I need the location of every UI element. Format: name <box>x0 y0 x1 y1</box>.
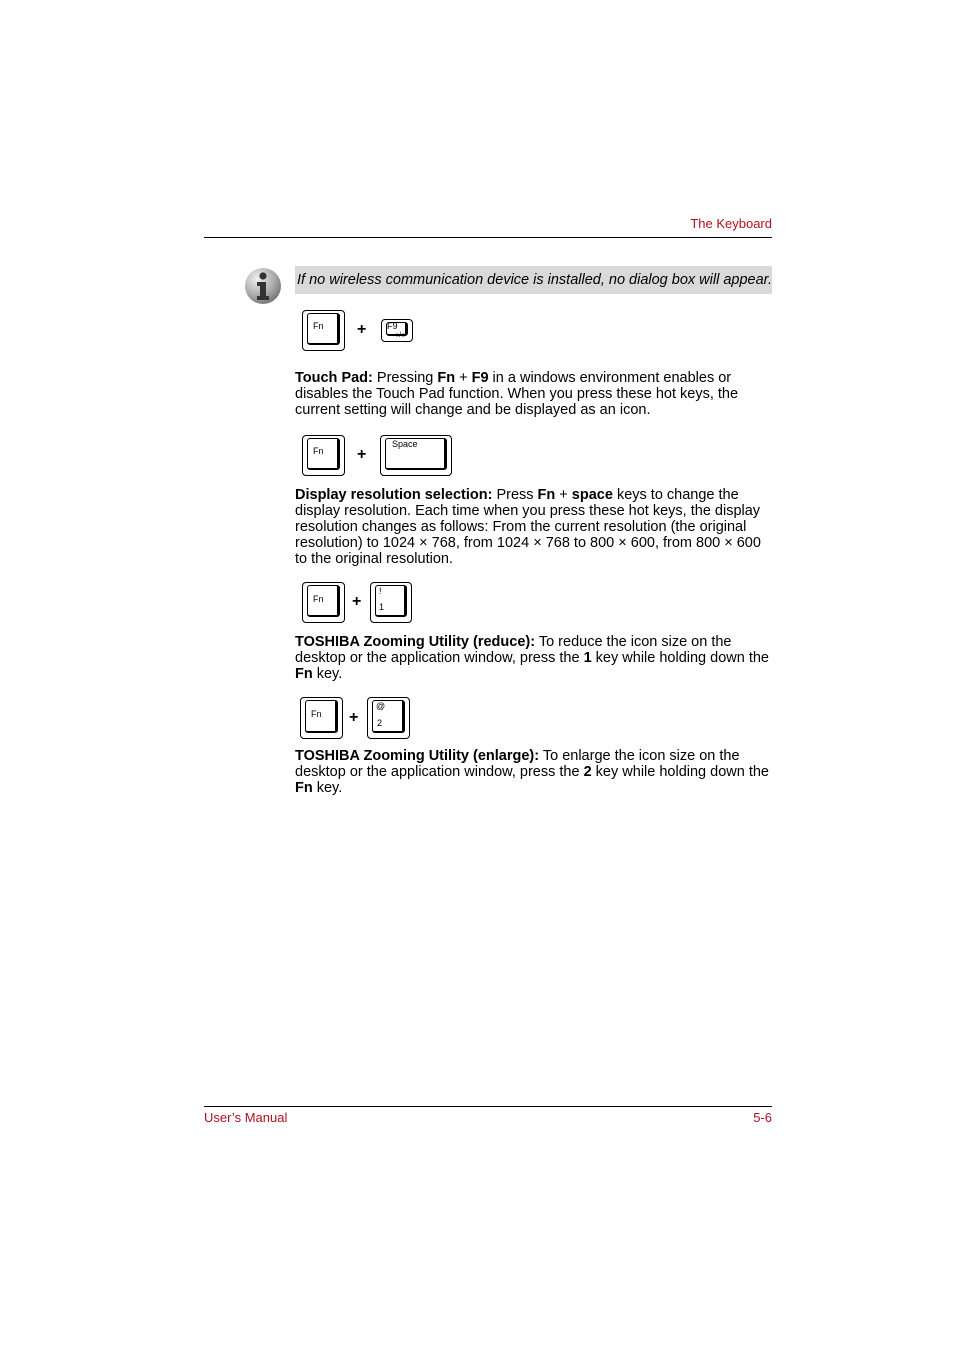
header-rule <box>204 237 772 238</box>
note-box: If no wireless communication device is installed, no dialog box will appear. <box>295 266 772 294</box>
touchpad-toggle-icon: ○/● <box>395 332 406 339</box>
touchpad-paragraph: Touch Pad: Pressing Fn + F9 in a windows environment enables or disables the Touch Pad function. When you press these hot keys, the current setting will change and be displayed as an icon. <box>295 370 739 418</box>
two-key-top-label: @ <box>376 701 386 711</box>
one-key-top-label: ! <box>379 586 382 596</box>
fn-key-label: Fn <box>313 594 324 604</box>
one-key <box>370 582 412 623</box>
one-key-bottom-label: 1 <box>379 602 385 612</box>
page-number: 5-6 <box>753 1110 772 1125</box>
plus-sign: + <box>357 446 367 463</box>
space-key-label: Space <box>392 439 418 449</box>
zoom-enlarge-paragraph: TOSHIBA Zooming Utility (enlarge): To enlarge the icon size on the desktop or the application window, press the 2 key while holding down the Fn key. <box>295 748 769 796</box>
two-key <box>367 697 410 739</box>
plus-sign: + <box>352 593 362 610</box>
fn-key-label: Fn <box>313 321 324 331</box>
touchpad-term: Touch Pad: <box>295 370 373 386</box>
plus-sign: + <box>349 709 359 726</box>
footer-rule <box>204 1106 772 1107</box>
two-key-bottom-label: 2 <box>377 718 383 728</box>
f9-key-label: F9 <box>387 321 398 331</box>
plus-sign: + <box>357 321 367 338</box>
footer-manual-title: User’s Manual <box>204 1110 288 1125</box>
display-resolution-paragraph: Display resolution selection: Press Fn + space keys to change the display resolution. Each time when you press these hot keys, the display resolution changes as follows: From the current resolution (the original resolution) to 1024 × 768, from 1024 × 768 to 800 × 600, from 800 × 600 to the original resolution. <box>295 487 761 567</box>
zoom-reduce-term: TOSHIBA Zooming Utility (reduce): <box>295 634 536 650</box>
display-resolution-term: Display resolution selection: <box>295 487 493 503</box>
zoom-enlarge-term: TOSHIBA Zooming Utility (enlarge): <box>295 748 540 764</box>
fn-key-label: Fn <box>311 709 322 719</box>
zoom-reduce-paragraph: TOSHIBA Zooming Utility (reduce): To reduce the icon size on the desktop or the application window, press the 1 key while holding down the Fn key. <box>295 634 769 682</box>
info-icon <box>243 266 283 306</box>
running-header: The Keyboard <box>690 216 772 231</box>
fn-key-label: Fn <box>313 446 324 456</box>
